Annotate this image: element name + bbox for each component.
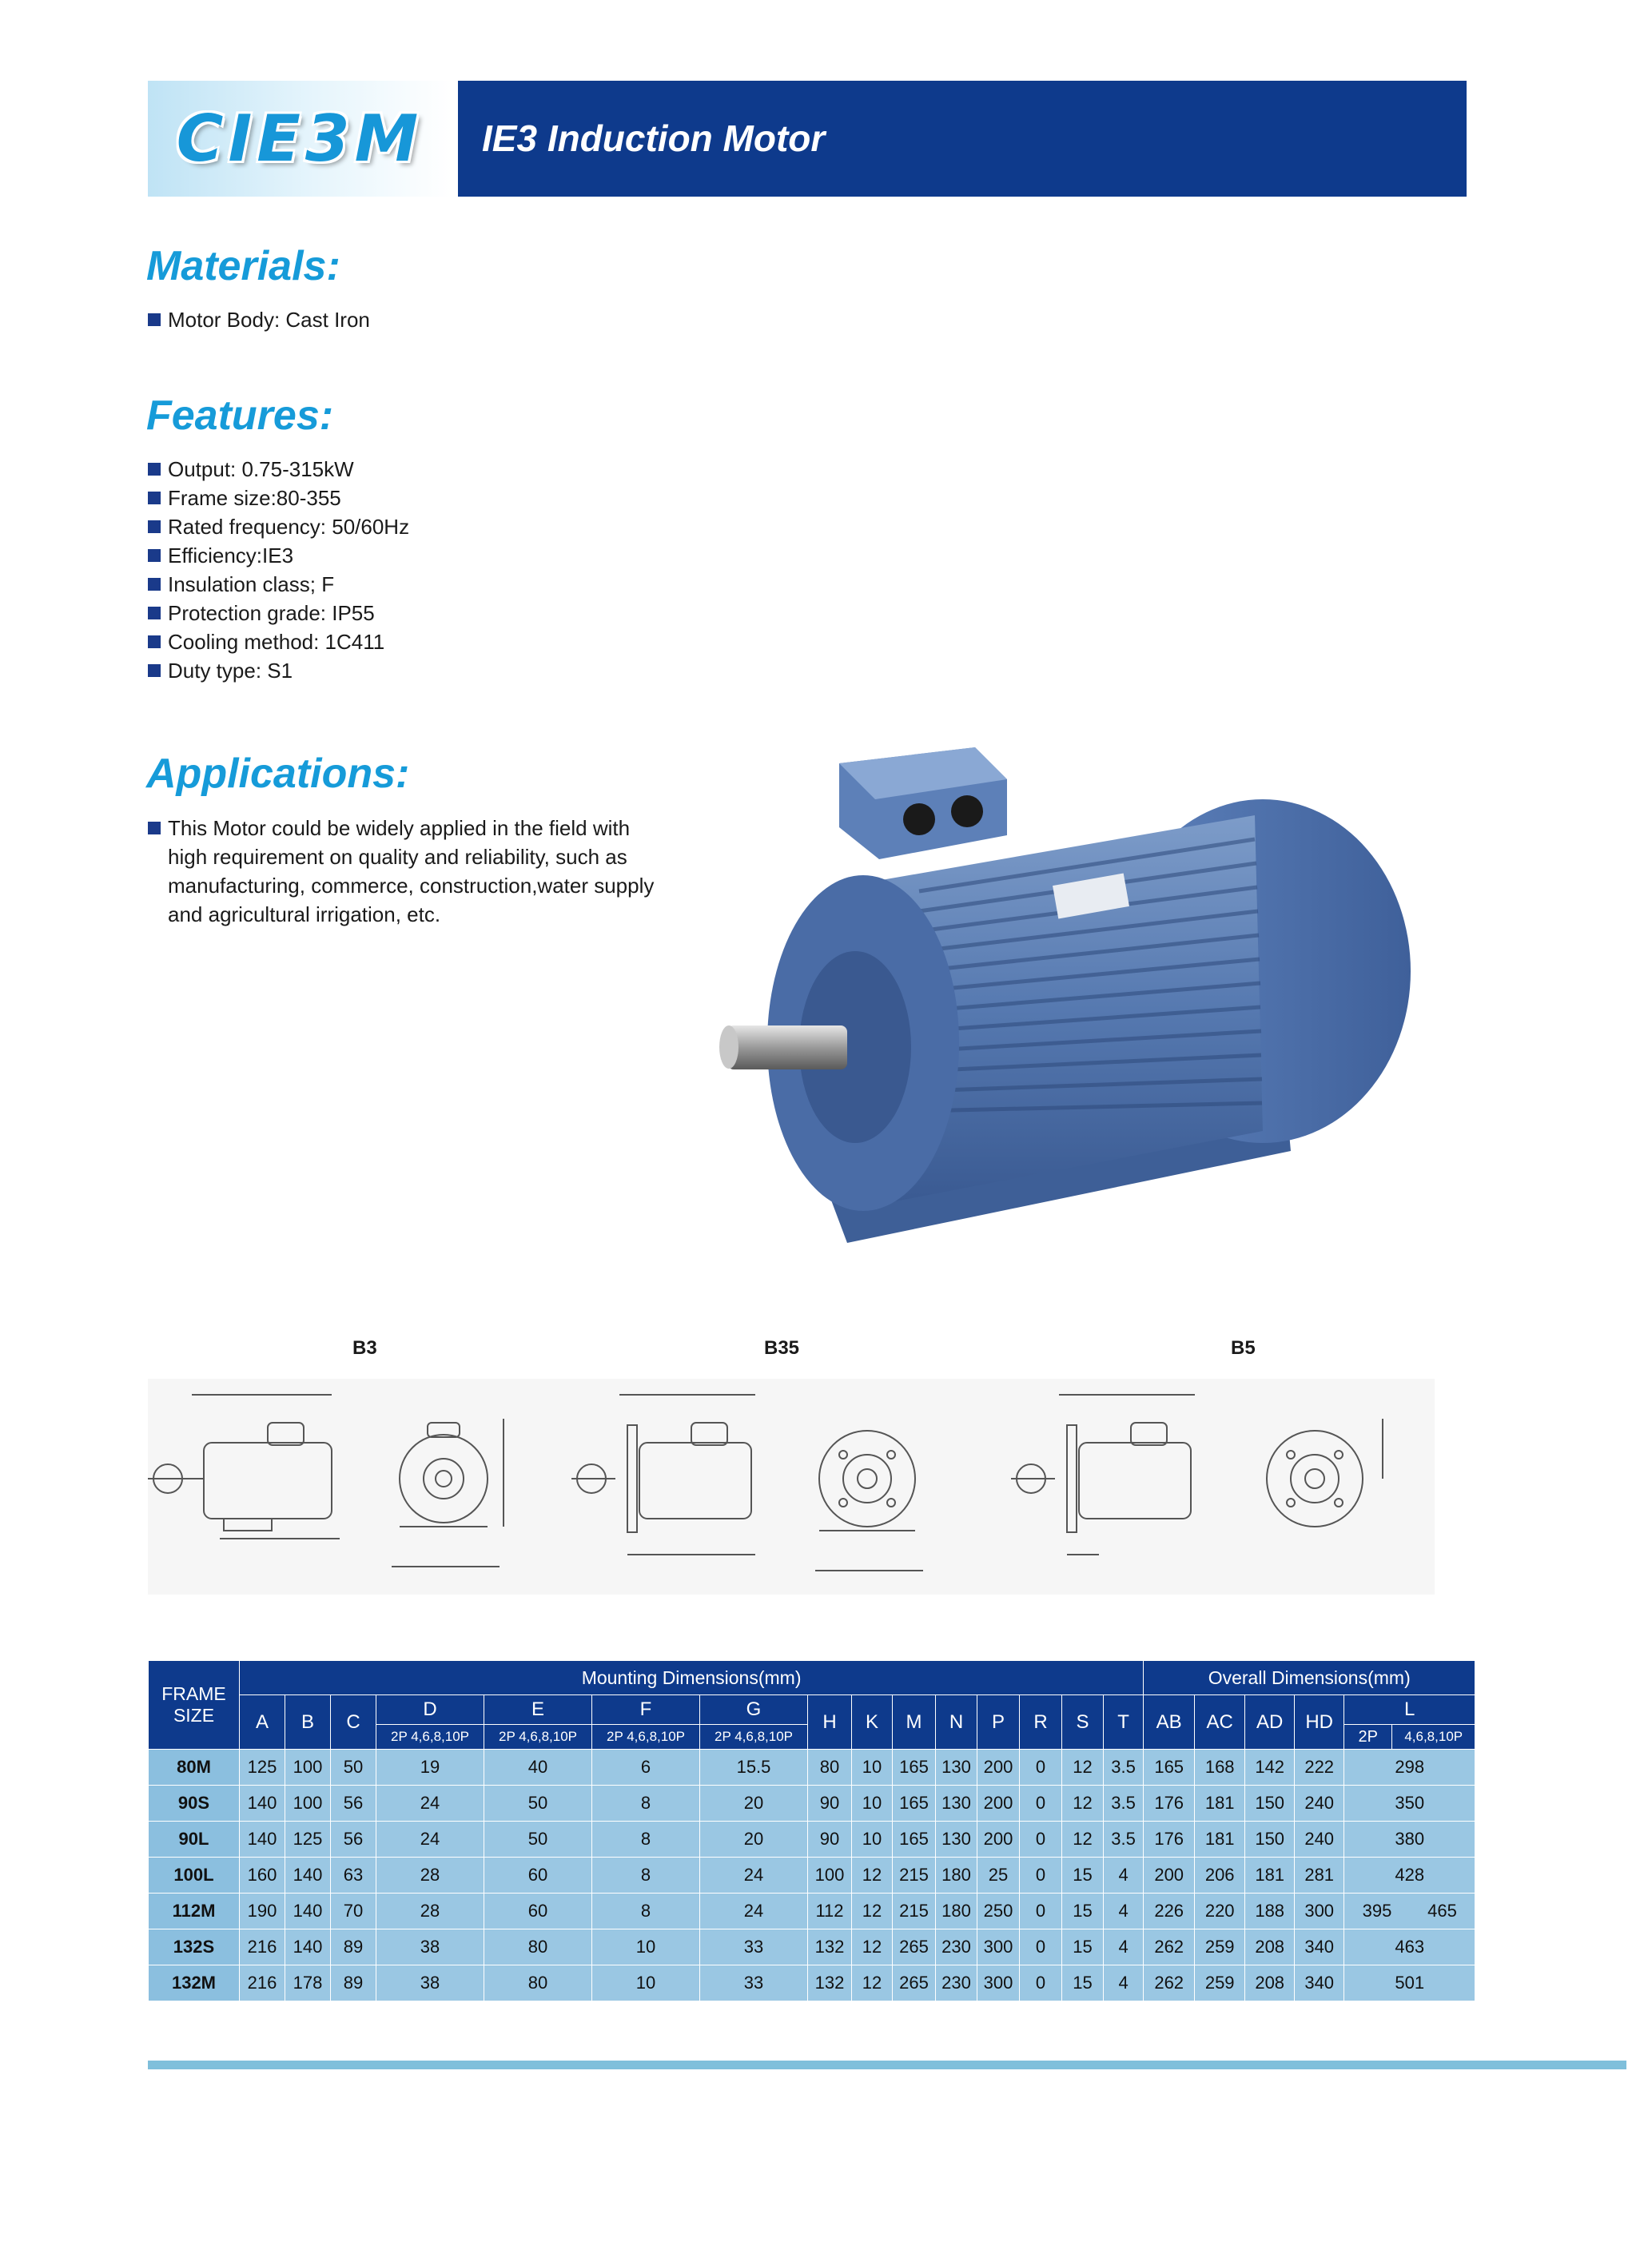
cell-ab: 176: [1144, 1786, 1195, 1822]
cell-f: 8: [592, 1894, 700, 1929]
cell-e: 50: [484, 1822, 592, 1858]
cell-h: 132: [808, 1965, 852, 2001]
cell-m: 215: [893, 1894, 936, 1929]
cell-s: 15: [1062, 1929, 1104, 1965]
cell-l: 298: [1344, 1750, 1475, 1786]
cell-a: 140: [240, 1786, 285, 1822]
cell-n: 230: [936, 1965, 977, 2001]
col-l: L: [1344, 1695, 1475, 1725]
col-c: C: [331, 1695, 376, 1750]
cell-l: 501: [1344, 1965, 1475, 2001]
cell-p: 250: [977, 1894, 1020, 1929]
cell-f: 8: [592, 1822, 700, 1858]
cell-ac: 259: [1195, 1929, 1245, 1965]
cell-d: 24: [376, 1786, 484, 1822]
cell-h: 112: [808, 1894, 852, 1929]
cell-d: 38: [376, 1965, 484, 2001]
cell-d: 28: [376, 1894, 484, 1929]
col-b: B: [285, 1695, 331, 1750]
b3-label: B3: [352, 1337, 377, 1359]
bullet-square-icon: [148, 578, 161, 591]
col-ac: AC: [1195, 1695, 1245, 1750]
cell-b: 140: [285, 1858, 331, 1894]
col-g: G: [700, 1695, 808, 1725]
cell-g: 20: [700, 1822, 808, 1858]
b35-label: B35: [764, 1337, 800, 1359]
bullet-square-icon: [148, 664, 161, 677]
frame-size-header: FRAME SIZE: [149, 1661, 240, 1750]
cell-t: 4: [1104, 1929, 1144, 1965]
cell-ad: 208: [1245, 1965, 1295, 2001]
cell-e: 50: [484, 1786, 592, 1822]
cell-e: 60: [484, 1858, 592, 1894]
cell-c: 70: [331, 1894, 376, 1929]
cell-n: 130: [936, 1750, 977, 1786]
cell-ad: 142: [1245, 1750, 1295, 1786]
cell-ac: 181: [1195, 1786, 1245, 1822]
table-row: [149, 1929, 1475, 1965]
cell-p: 200: [977, 1786, 1020, 1822]
col-a: A: [240, 1695, 285, 1750]
cell-f: 8: [592, 1786, 700, 1822]
overall-header: Overall Dimensions(mm): [1144, 1661, 1475, 1695]
cell-t: 4: [1104, 1965, 1144, 2001]
cell-h: 90: [808, 1822, 852, 1858]
col-g-sub: 2P 4,6,8,10P: [700, 1725, 808, 1750]
cell-g: 20: [700, 1786, 808, 1822]
col-h: H: [808, 1695, 852, 1750]
features-heading: Features:: [146, 392, 334, 439]
frame-size-cell: 132M: [149, 1965, 240, 2001]
cell-n: 180: [936, 1894, 977, 1929]
cell-hd: 281: [1295, 1858, 1344, 1894]
cell-ad: 208: [1245, 1929, 1295, 1965]
cell-h: 80: [808, 1750, 852, 1786]
col-f-sub: 2P 4,6,8,10P: [592, 1725, 700, 1750]
b5-drawing: [1011, 1395, 1383, 1555]
list-item: This Motor could be widely applied in the field with high requirement on quality and reliability, such as manufacturing, commerce, construction,water supply and agricultural irrigation, etc.: [148, 814, 654, 929]
cell-s: 15: [1062, 1965, 1104, 2001]
cell-g: 33: [700, 1965, 808, 2001]
cell-f: 10: [592, 1965, 700, 2001]
cell-m: 215: [893, 1858, 936, 1894]
cell-l-2p: 395: [1362, 1901, 1392, 1921]
frame-size-cell: 100L: [149, 1858, 240, 1894]
col-k: K: [852, 1695, 893, 1750]
list-item: Protection grade: IP55: [148, 599, 409, 627]
frame-size-cell: 112M: [149, 1894, 240, 1929]
applications-heading: Applications:: [146, 751, 410, 797]
title-bar: [458, 81, 1467, 197]
cell-m: 165: [893, 1786, 936, 1822]
cell-n: 230: [936, 1929, 977, 1965]
cell-k: 12: [852, 1965, 893, 2001]
cell-d: 28: [376, 1858, 484, 1894]
cell-s: 15: [1062, 1894, 1104, 1929]
cell-ad: 150: [1245, 1822, 1295, 1858]
list-item: Output: 0.75-315kW: [148, 455, 409, 484]
cell-k: 12: [852, 1858, 893, 1894]
bullet-square-icon: [148, 520, 161, 533]
cell-ab: 226: [1144, 1894, 1195, 1929]
cell-ad: 188: [1245, 1894, 1295, 1929]
cell-a: 125: [240, 1750, 285, 1786]
cell-a: 160: [240, 1858, 285, 1894]
table-row: [149, 1858, 1475, 1894]
cell-a: 216: [240, 1965, 285, 2001]
cell-d: 24: [376, 1822, 484, 1858]
cell-p: 25: [977, 1858, 1020, 1894]
list-item: Insulation class; F: [148, 570, 409, 599]
cell-e: 40: [484, 1750, 592, 1786]
cell-f: 10: [592, 1929, 700, 1965]
cell-a: 190: [240, 1894, 285, 1929]
cell-b: 100: [285, 1750, 331, 1786]
cell-d: 38: [376, 1929, 484, 1965]
frame-size-cell: 90L: [149, 1822, 240, 1858]
cell-a: 216: [240, 1929, 285, 1965]
cell-ac: 220: [1195, 1894, 1245, 1929]
shaft-end: [719, 1025, 738, 1069]
cell-t: 3.5: [1104, 1750, 1144, 1786]
cell-t: 4: [1104, 1894, 1144, 1929]
frame-size-cell: 132S: [149, 1929, 240, 1965]
cell-c: 56: [331, 1822, 376, 1858]
cell-ab: 165: [1144, 1750, 1195, 1786]
motor-shaft: [727, 1025, 847, 1069]
bullet-square-icon: [148, 313, 161, 326]
col-f: F: [592, 1695, 700, 1725]
cell-c: 56: [331, 1786, 376, 1822]
cell-r: 0: [1020, 1894, 1062, 1929]
cell-ac: 259: [1195, 1965, 1245, 2001]
cable-gland-icon: [903, 803, 935, 835]
col-hd: HD: [1295, 1695, 1344, 1750]
cell-d: 19: [376, 1750, 484, 1786]
motor-illustration: [703, 731, 1423, 1259]
materials-list: [148, 305, 370, 334]
cell-g: 24: [700, 1858, 808, 1894]
cell-f: 8: [592, 1858, 700, 1894]
cell-l: [1344, 1894, 1475, 1929]
col-l-multi: 4,6,8,10P: [1392, 1725, 1475, 1750]
bullet-square-icon: [148, 549, 161, 562]
cell-t: 4: [1104, 1858, 1144, 1894]
b35-drawing: [571, 1395, 923, 1571]
applications-list: [148, 814, 654, 929]
cell-ab: 262: [1144, 1929, 1195, 1965]
list-item: Motor Body: Cast Iron: [148, 305, 370, 334]
table-row: [149, 1965, 1475, 2001]
cell-p: 200: [977, 1750, 1020, 1786]
cell-r: 0: [1020, 1786, 1062, 1822]
cell-e: 80: [484, 1929, 592, 1965]
cell-l-multi: 465: [1427, 1901, 1457, 1921]
col-d-sub: 2P 4,6,8,10P: [376, 1725, 484, 1750]
b3-drawing: [148, 1395, 504, 1567]
cell-r: 0: [1020, 1750, 1062, 1786]
col-e: E: [484, 1695, 592, 1725]
cell-s: 12: [1062, 1822, 1104, 1858]
cell-b: 100: [285, 1786, 331, 1822]
cell-b: 140: [285, 1929, 331, 1965]
cell-s: 12: [1062, 1750, 1104, 1786]
col-t: T: [1104, 1695, 1144, 1750]
cell-a: 140: [240, 1822, 285, 1858]
cell-hd: 222: [1295, 1750, 1344, 1786]
cell-n: 130: [936, 1822, 977, 1858]
materials-heading: Materials:: [146, 243, 340, 289]
table-row: [149, 1822, 1475, 1858]
table-body: [149, 1750, 1475, 2001]
logo-box: [148, 81, 452, 197]
cell-ac: 206: [1195, 1858, 1245, 1894]
col-e-sub: 2P 4,6,8,10P: [484, 1725, 592, 1750]
table-row: [149, 1894, 1475, 1929]
mounting-header: Mounting Dimensions(mm): [240, 1661, 1144, 1695]
cell-f: 6: [592, 1750, 700, 1786]
cell-e: 60: [484, 1894, 592, 1929]
cell-l: 463: [1344, 1929, 1475, 1965]
col-d: D: [376, 1695, 484, 1725]
cell-hd: 340: [1295, 1929, 1344, 1965]
col-l-2p: 2P: [1344, 1725, 1392, 1750]
bullet-square-icon: [148, 492, 161, 504]
cell-hd: 240: [1295, 1822, 1344, 1858]
cell-h: 90: [808, 1786, 852, 1822]
cell-h: 132: [808, 1929, 852, 1965]
cell-g: 33: [700, 1929, 808, 1965]
cable-gland-icon: [951, 795, 983, 827]
frame-size-cell: 80M: [149, 1750, 240, 1786]
cell-b: 178: [285, 1965, 331, 2001]
cell-c: 63: [331, 1858, 376, 1894]
cell-l: 380: [1344, 1822, 1475, 1858]
table-row: [149, 1786, 1475, 1822]
col-n: N: [936, 1695, 977, 1750]
cell-ad: 181: [1245, 1858, 1295, 1894]
cell-m: 265: [893, 1965, 936, 2001]
cell-e: 80: [484, 1965, 592, 2001]
col-p: P: [977, 1695, 1020, 1750]
bullet-square-icon: [148, 822, 161, 834]
cell-p: 200: [977, 1822, 1020, 1858]
bullet-square-icon: [148, 607, 161, 619]
cell-n: 130: [936, 1786, 977, 1822]
features-list: [148, 455, 409, 685]
cell-s: 12: [1062, 1786, 1104, 1822]
footer-divider: [148, 2061, 1626, 2069]
cell-c: 89: [331, 1929, 376, 1965]
bullet-square-icon: [148, 463, 161, 476]
cell-g: 15.5: [700, 1750, 808, 1786]
list-item: Cooling method: 1C411: [148, 627, 409, 656]
dimension-drawings: [148, 1379, 1435, 1595]
list-item: Frame size:80-355: [148, 484, 409, 512]
cell-ab: 176: [1144, 1822, 1195, 1858]
cell-ac: 181: [1195, 1822, 1245, 1858]
cell-s: 15: [1062, 1858, 1104, 1894]
cell-r: 0: [1020, 1822, 1062, 1858]
cell-k: 10: [852, 1750, 893, 1786]
cell-l: 428: [1344, 1858, 1475, 1894]
col-r: R: [1020, 1695, 1062, 1750]
cell-r: 0: [1020, 1965, 1062, 2001]
cell-m: 265: [893, 1929, 936, 1965]
cell-k: 10: [852, 1822, 893, 1858]
cell-k: 10: [852, 1786, 893, 1822]
col-s: S: [1062, 1695, 1104, 1750]
cell-m: 165: [893, 1822, 936, 1858]
cell-b: 125: [285, 1822, 331, 1858]
cell-n: 180: [936, 1858, 977, 1894]
cell-t: 3.5: [1104, 1822, 1144, 1858]
cell-l: 350: [1344, 1786, 1475, 1822]
cell-hd: 240: [1295, 1786, 1344, 1822]
list-item: Rated frequency: 50/60Hz: [148, 512, 409, 541]
brand-logo: CIE3M: [176, 102, 424, 176]
cell-p: 300: [977, 1929, 1020, 1965]
list-item: Duty type: S1: [148, 656, 409, 685]
col-ab: AB: [1144, 1695, 1195, 1750]
dimension-table: [148, 1660, 1475, 2001]
cell-ad: 150: [1245, 1786, 1295, 1822]
frame-size-cell: 90S: [149, 1786, 240, 1822]
cell-r: 0: [1020, 1858, 1062, 1894]
cell-k: 12: [852, 1929, 893, 1965]
col-m: M: [893, 1695, 936, 1750]
page-title: IE3 Induction Motor: [482, 117, 826, 159]
cell-m: 165: [893, 1750, 936, 1786]
cell-g: 24: [700, 1894, 808, 1929]
cell-t: 3.5: [1104, 1786, 1144, 1822]
cell-r: 0: [1020, 1929, 1062, 1965]
cell-ac: 168: [1195, 1750, 1245, 1786]
cell-p: 300: [977, 1965, 1020, 2001]
cell-hd: 340: [1295, 1965, 1344, 2001]
cell-c: 50: [331, 1750, 376, 1786]
cell-b: 140: [285, 1894, 331, 1929]
list-item: Efficiency:IE3: [148, 541, 409, 570]
cell-c: 89: [331, 1965, 376, 2001]
cell-h: 100: [808, 1858, 852, 1894]
table-row: [149, 1750, 1475, 1786]
cell-hd: 300: [1295, 1894, 1344, 1929]
b5-label: B5: [1231, 1337, 1256, 1359]
cell-ab: 200: [1144, 1858, 1195, 1894]
col-ad: AD: [1245, 1695, 1295, 1750]
cell-k: 12: [852, 1894, 893, 1929]
cell-ab: 262: [1144, 1965, 1195, 2001]
bullet-square-icon: [148, 635, 161, 648]
